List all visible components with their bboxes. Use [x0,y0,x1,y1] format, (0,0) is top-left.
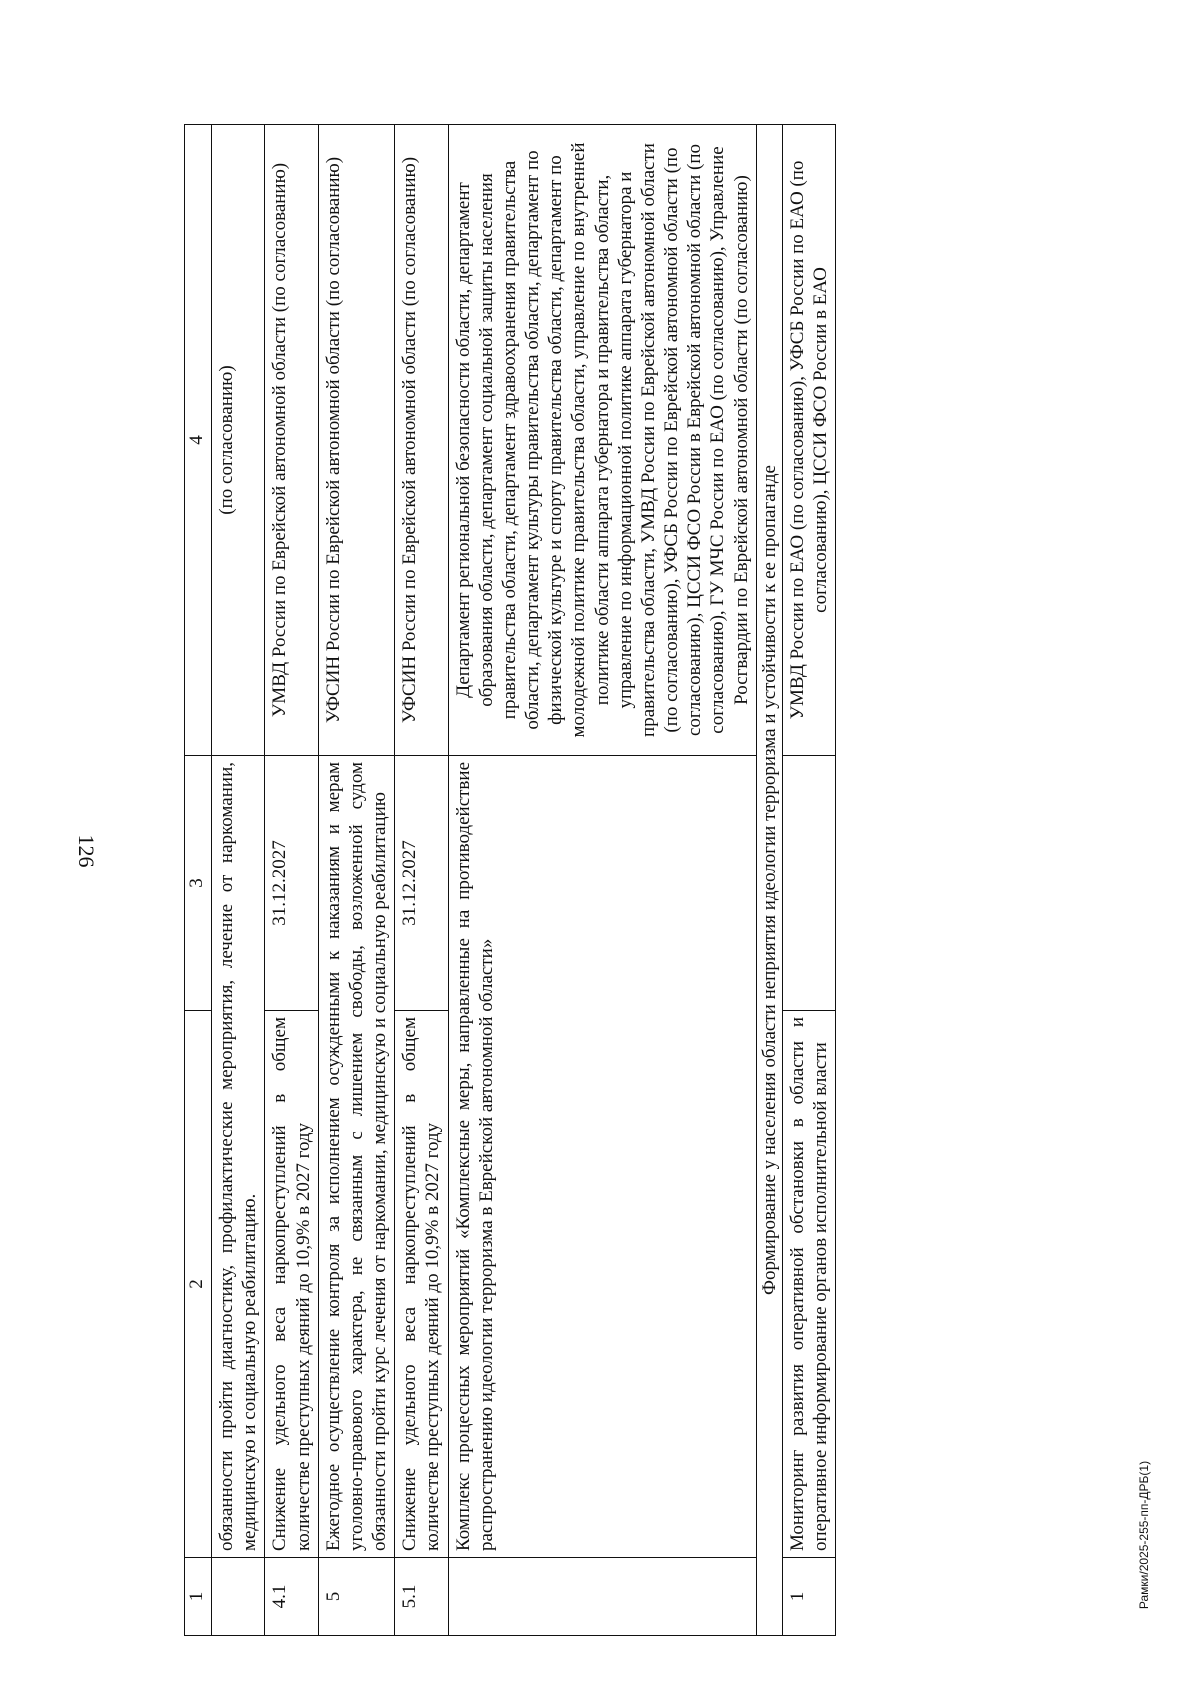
section-title: Формирование у населения области неприятия идеологии терроризма и устойчивости к ее пропаганде [756,125,782,1636]
table-row [782,125,835,1636]
rotated-table-sheet [184,125,1121,1636]
row-executor: УФСИН России по Еврейской автономной области (по согласованию) [395,125,448,756]
row-deadline: 31.12.2027 [395,756,448,1011]
row-measure-text: Снижение удельного веса наркопреступлений в общем количестве преступных деяний до 10,9% в 2027 году [395,1011,448,1558]
col-header-4: 4 [185,125,212,756]
document-id: Рамки/2025-255-пп-ДРБ(1) [1137,1460,1151,1610]
row-executor: УФСИН России по Еврейской автономной области (по согласованию) [318,125,395,756]
section-row [756,125,782,1636]
col-header-1: 1 [185,1558,212,1636]
row-number [448,1558,756,1636]
row-number: 1 [782,1558,835,1636]
row-measure-text: Ежегодное осуществление контроля за исполнением осужденными к наказаниям и мерам уголовно-правового характера, не связанным с лишением свободы, возложенной судом обязанности пройти курс лечения от наркомании, медицинскую и социальную реабилитацию [318,756,395,1558]
row-measure-text: Мониторинг развития оперативной обстановки в области и оперативное информирование органов исполнительной власти [782,1011,835,1558]
table-row [318,125,395,1636]
row-measure-text: Снижение удельного веса наркопреступлений в общем количестве преступных деяний до 10,9% в 2027 году [265,1011,318,1558]
table-row [395,125,448,1636]
row-measure-text: Комплекс процессных мероприятий «Комплексные меры, направленные на противодействие распространению идеологии терроризма в Еврейской автономной области» [448,756,756,1558]
row-executor: УМВД России по Еврейской автономной области (по согласованию) [265,125,318,756]
table-row [448,125,756,1636]
row-executor: (по согласованию) [212,125,265,756]
row-deadline: 31.12.2027 [265,756,318,1011]
row-number: 5 [318,1558,395,1636]
row-number: 4.1 [265,1558,318,1636]
page-number: 126 [74,834,99,868]
row-deadline [782,756,835,1011]
row-measure-text: обязанности пройти диагностику, профилактические мероприятия, лечение от наркомании, медицинскую и социальную реабилитацию. [212,756,265,1558]
table-row [265,125,318,1636]
row-executor: УМВД России по ЕАО (по согласованию), УФСБ России по ЕАО (по согласованию), ЦССИ ФСО России в ЕАО [782,125,835,756]
table-header-row [185,125,212,1636]
row-executor: Департамент региональной безопасности области, департамент образования области, департамент социальной защиты населения правительства области, департамент здравоохранения правительства области, департамент культуры правительства области, департамент по физической культуре и спорту правительства области, департамент по молодежной политике правительства области, управление по внутренней политике области аппарата губернатора и правительства области, управление по информационной политике аппарата губернатора и правительства области, УМВД России по Еврейской автономной области (по согласованию), УФСБ России по Еврейской автономной области (по согласованию), ЦССИ ФСО России в Еврейской автономной области (по согласованию), ГУ МЧС России по ЕАО (по согласованию), Управление Росгвардии по Еврейской автономной области (по согласованию) [448,125,756,756]
col-header-2: 2 [185,1011,212,1558]
measures-table [184,124,836,1636]
row-number [212,1558,265,1636]
col-header-3: 3 [185,756,212,1011]
row-number: 5.1 [395,1558,448,1636]
table-row [212,125,265,1636]
